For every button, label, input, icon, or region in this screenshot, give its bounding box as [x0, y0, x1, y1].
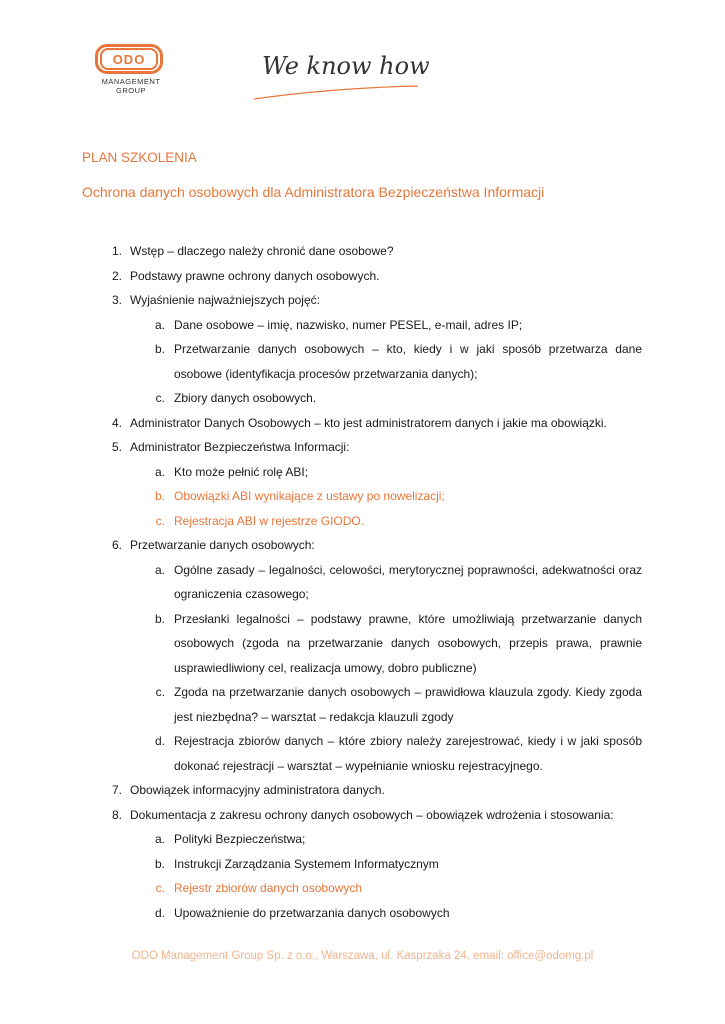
item-text: Dokumentacja z zakresu ochrony danych osobowych – obowiązek wdrożenia i stosowania: [130, 807, 614, 822]
page-title: PLAN SZKOLENIA [82, 150, 197, 165]
item-text: Przetwarzanie danych osobowych: [130, 538, 315, 552]
sub-item-text: Kto może pełnić rolę ABI; [174, 464, 309, 479]
sub-item [82, 680, 642, 729]
item-text: Administrator Danych Osobowych – kto jest administratorem danych i jakie ma obowiązki. [130, 415, 607, 430]
list-item [82, 264, 642, 289]
item-number: 8. [111, 807, 122, 822]
list-item [82, 803, 642, 828]
sub-item-letter: c. [155, 513, 165, 528]
sub-item [82, 337, 642, 386]
item-text: Wstęp – dlaczego należy chronić dane osobowe? [130, 244, 394, 258]
sub-item-text: Polityki Bezpieczeństwa; [174, 832, 306, 846]
sub-item-letter: a. [154, 317, 165, 332]
company-logo [88, 44, 188, 95]
list-item [82, 778, 642, 803]
sub-item-letter: a. [154, 832, 165, 846]
sub-item [82, 460, 642, 485]
slogan: We know how [262, 52, 430, 80]
list-item [82, 411, 642, 436]
item-number: 7. [111, 783, 122, 797]
sub-item-text: Obowiązki ABI wynikające z ustawy po nowelizacji; [174, 489, 445, 503]
sub-item-highlighted [82, 876, 642, 901]
item-text: Administrator Bezpieczeństwa Informacji: [130, 440, 350, 454]
training-plan-list [82, 239, 642, 925]
page-footer: ODO Management Group Sp. z o.o., Warszawa, ul. Kasprzaka 24, email: office@odomg.pl [131, 950, 594, 962]
sub-item-text: Instrukcji Zarządzania Systemem Informatycznym [174, 856, 439, 871]
sub-item-letter: d. [154, 905, 165, 920]
sub-item-letter: b. [154, 489, 165, 503]
sub-item-text: Upoważnienie do przetwarzania danych osobowych [174, 905, 450, 920]
item-number: 4. [111, 415, 122, 430]
item-number: 2. [111, 268, 122, 283]
item-number: 5. [111, 440, 122, 454]
item-text: Obowiązek informacyjny administratora danych. [130, 783, 385, 797]
list-item [82, 533, 642, 558]
sub-item-text: Przesłanki legalności – podstawy prawne, które umożliwiają przetwarzanie danych osobowych (zgoda na przetwarzanie danych osobowych, przepis prawa, prawnie usprawiedliwiony cel, realizacja umowy, dobro publiczne) [174, 611, 642, 675]
sub-item [82, 313, 642, 338]
sub-item-highlighted [82, 484, 642, 509]
sub-item-text: Rejestracja zbiorów danych – które zbiory należy zarejestrować, kiedy i w jaki sposób dokonać rejestracji – warsztat – wypełnianie wniosku rejestracyjnego. [174, 734, 642, 773]
logo-sub-line2: GROUP [115, 86, 146, 95]
list-item [82, 288, 642, 313]
sub-item-letter: c. [155, 881, 165, 895]
sub-item-letter: a. [154, 562, 165, 577]
sub-item-text: Zbiory danych osobowych. [174, 391, 317, 405]
sub-item [82, 901, 642, 926]
slogan-underline [252, 84, 420, 102]
sub-item [82, 827, 642, 852]
item-text: Podstawy prawne ochrony danych osobowych. [130, 268, 380, 283]
sub-item-letter: c. [155, 391, 165, 405]
logo-subtitle [88, 77, 174, 95]
item-text: Wyjaśnienie najważniejszych pojęć: [130, 293, 320, 307]
sub-item-letter: b. [154, 611, 165, 626]
page-subtitle: Ochrona danych osobowych dla Administratora Bezpieczeństwa Informacji [82, 184, 545, 200]
sub-item [82, 852, 642, 877]
sub-item [82, 386, 642, 411]
logo-text: ODO [100, 48, 158, 70]
list-item [82, 239, 642, 264]
logo-frame [95, 44, 163, 74]
sub-item [82, 729, 642, 778]
item-number: 6. [111, 538, 122, 552]
sub-item [82, 607, 642, 681]
logo-sub-line1: MANAGEMENT [101, 77, 161, 86]
sub-item-text: Rejestracja ABI w rejestrze GIODO. [174, 513, 365, 528]
sub-item-letter: b. [154, 856, 165, 871]
sub-item-letter: c. [155, 685, 165, 699]
sub-item-text: Dane osobowe – imię, nazwisko, numer PESEL, e-mail, adres IP; [174, 317, 523, 332]
sub-item-highlighted [82, 509, 642, 534]
item-number: 3. [111, 293, 122, 307]
item-number: 1. [111, 244, 122, 258]
sub-item-letter: a. [154, 464, 165, 479]
sub-item-text: Ogólne zasady – legalności, celowości, merytorycznej poprawności, adekwatności oraz ograniczenia czasowego; [174, 562, 642, 601]
list-item [82, 435, 642, 460]
sub-item-text: Zgoda na przetwarzanie danych osobowych – prawidłowa klauzula zgody. Kiedy zgoda jest niezbędna? – warsztat – redakcja klauzuli zgody [174, 685, 642, 724]
sub-item-text: Przetwarzanie danych osobowych – kto, kiedy i w jaki sposób przetwarza dane osobowe (identyfikacja procesów przetwarzania danych); [174, 342, 642, 381]
sub-item-letter: d. [154, 734, 165, 748]
sub-item-letter: b. [154, 342, 165, 356]
sub-item-text: Rejestr zbiorów danych osobowych [174, 881, 363, 895]
sub-item [82, 558, 642, 607]
